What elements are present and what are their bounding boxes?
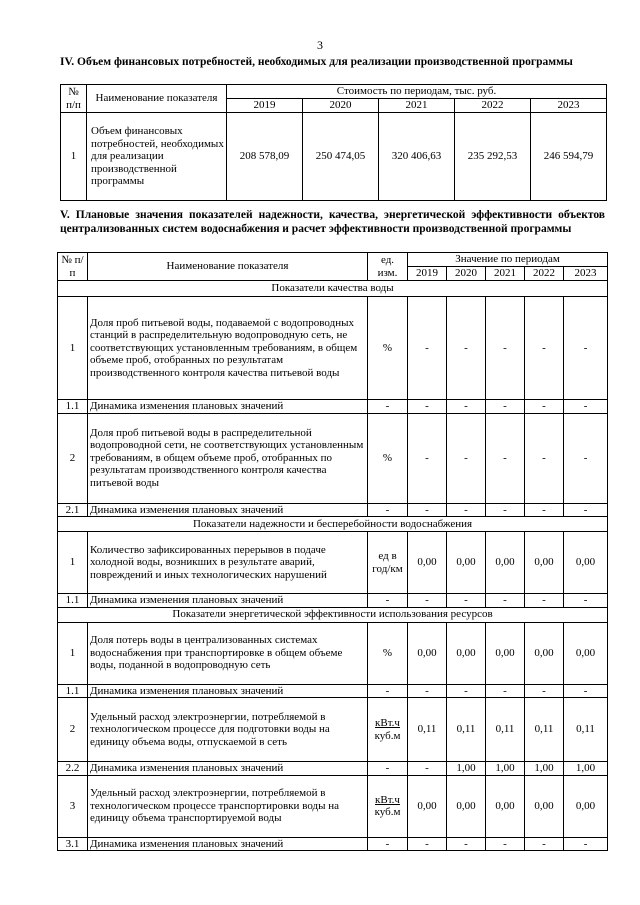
row-value: 0,00 (408, 775, 447, 837)
row-value: 0,11 (447, 698, 486, 762)
table-row (58, 698, 608, 762)
row-value: 1,00 (447, 762, 486, 776)
group-title: Показатели энергетической эффективности использования ресурсов (58, 607, 608, 622)
row-value: 0,00 (525, 775, 564, 837)
unit-denominator: куб.м (374, 729, 401, 742)
row-value: 0,00 (486, 775, 525, 837)
unit-numerator: кВт.ч (375, 717, 400, 729)
row-num: 3.1 (58, 837, 88, 851)
row-value: - (525, 503, 564, 517)
row-value: - (564, 503, 608, 517)
row-value: - (525, 684, 564, 698)
row-value: - (564, 837, 608, 851)
row-value: - (525, 297, 564, 400)
group-title: Показатели надежности и бесперебойности водоснабжения (58, 517, 608, 532)
row-value: 1,00 (564, 762, 608, 776)
row-value: - (564, 684, 608, 698)
row-value: 0,00 (486, 622, 525, 684)
row-num: 1.1 (58, 400, 88, 414)
table-row (58, 400, 608, 414)
header-year: 2022 (525, 267, 564, 281)
row-unit: % (368, 297, 408, 400)
row-value: 0,11 (525, 698, 564, 762)
table-row (58, 594, 608, 608)
row-value: 0,00 (525, 532, 564, 594)
row-value: - (447, 297, 486, 400)
row-unit: - (368, 503, 408, 517)
section-5-title: V. Плановые значения показателей надежности, качества, энергетической эффективности объектов централизованных систем водоснабжения и расчет эффективности производственной программы (60, 209, 605, 235)
row-value: - (525, 837, 564, 851)
row-value: - (408, 837, 447, 851)
row-name: Удельный расход электроэнергии, потребляемой в технологическом процессе для подготовки воды на единицу объема воды, отпускаемой в сеть (88, 698, 368, 762)
row-value: - (486, 837, 525, 851)
row-unit: ед в год/км (368, 532, 408, 594)
row-name: Динамика изменения плановых значений (88, 594, 368, 608)
row-value: - (447, 594, 486, 608)
financial-needs-table (60, 84, 607, 201)
row-unit: - (368, 762, 408, 776)
header-num: № п/п (58, 253, 88, 281)
row-value: - (486, 594, 525, 608)
row-value: - (564, 400, 608, 414)
header-year: 2023 (564, 267, 608, 281)
row-value: - (408, 503, 447, 517)
row-value: - (408, 684, 447, 698)
section-4-title: IV. Объем финансовых потребностей, необходимых для реализации производственной программы (60, 56, 573, 68)
table-row (58, 622, 608, 684)
row-num: 1.1 (58, 594, 88, 608)
row-value: - (447, 684, 486, 698)
unit-denominator: куб.м (374, 806, 401, 818)
header-cost: Стоимость по периодам, тыс. руб. (227, 85, 607, 99)
row-name: Динамика изменения плановых значений (88, 684, 368, 698)
table-row (58, 413, 608, 503)
unit-numerator: кВт.ч (375, 793, 400, 806)
header-name: Наименование показателя (87, 85, 227, 113)
header-year: 2022 (455, 99, 531, 113)
row-value: - (525, 413, 564, 503)
row-value: 0,11 (408, 698, 447, 762)
row-value: - (408, 297, 447, 400)
table-row (58, 297, 608, 400)
row-value: - (564, 594, 608, 608)
row-value: 0,00 (564, 532, 608, 594)
row-name: Количество зафиксированных перерывов в подаче холодной воды, возникших в результате аварий, повреждений и иных технологических нарушений (88, 532, 368, 594)
row-unit: % (368, 622, 408, 684)
row-value: 0,00 (564, 622, 608, 684)
row-name: Доля проб питьевой воды, подаваемой с водопроводных станций в распределительную водопроводную сеть, не соответствующих установленным требованиям, в общем объеме проб, отобранных по результатам производственного контроля качества питьевой воды (88, 297, 368, 400)
row-unit: - (368, 684, 408, 698)
page-number: 3 (317, 38, 323, 52)
row-value: 0,00 (408, 532, 447, 594)
cost-value: 320 406,63 (379, 113, 455, 201)
row-value: - (486, 297, 525, 400)
row-value: - (525, 594, 564, 608)
row-num: 1.1 (58, 684, 88, 698)
row-value: - (408, 762, 447, 776)
table-row (58, 532, 608, 594)
header-year: 2023 (531, 99, 607, 113)
row-name: Динамика изменения плановых значений (88, 400, 368, 414)
row-value: - (525, 400, 564, 414)
header-year: 2021 (486, 267, 525, 281)
row-unit: - (368, 594, 408, 608)
row-unit (368, 775, 408, 837)
row-unit: % (368, 413, 408, 503)
table-row (58, 503, 608, 517)
header-num: № п/п (61, 85, 87, 113)
row-name: Динамика изменения плановых значений (88, 837, 368, 851)
row-value: 0,00 (447, 532, 486, 594)
row-num: 1 (58, 297, 88, 400)
header-name: Наименование показателя (88, 253, 368, 281)
row-value: 0,11 (564, 698, 608, 762)
header-year: 2020 (303, 99, 379, 113)
row-value: - (408, 413, 447, 503)
table-row (61, 113, 607, 201)
table-row (58, 762, 608, 776)
header-year: 2019 (227, 99, 303, 113)
row-name: Объем финансовых потребностей, необходимых для реализации производственной программы (87, 113, 227, 201)
row-num: 1 (61, 113, 87, 201)
row-name: Доля потерь воды в централизованных системах водоснабжения при транспортировке в общем объеме воды, поданной в водопроводную сеть (88, 622, 368, 684)
row-value: 0,00 (564, 775, 608, 837)
row-value: - (447, 400, 486, 414)
row-value: 0,00 (447, 775, 486, 837)
row-value: 0,00 (447, 622, 486, 684)
row-num: 2.1 (58, 503, 88, 517)
group-title: Показатели качества воды (58, 281, 608, 297)
row-value: - (447, 413, 486, 503)
row-value: - (486, 400, 525, 414)
row-num: 2 (58, 413, 88, 503)
header-unit: ед. изм. (368, 253, 408, 281)
row-value: 1,00 (486, 762, 525, 776)
row-value: - (564, 413, 608, 503)
row-unit: - (368, 400, 408, 414)
row-num: 2.2 (58, 762, 88, 776)
table-row (58, 775, 608, 837)
row-value: - (408, 400, 447, 414)
row-name: Удельный расход электроэнергии, потребляемой в технологическом процессе транспортировки воды на единицу объема транспортируемой воды (88, 775, 368, 837)
row-num: 3 (58, 775, 88, 837)
indicators-table (57, 252, 608, 851)
row-value: - (486, 684, 525, 698)
row-num: 1 (58, 532, 88, 594)
row-num: 2 (58, 698, 88, 762)
row-value: - (564, 297, 608, 400)
row-value: 0,11 (486, 698, 525, 762)
header-values: Значение по периодам (408, 253, 608, 267)
cost-value: 246 594,79 (531, 113, 607, 201)
row-num: 1 (58, 622, 88, 684)
row-value: 0,00 (408, 622, 447, 684)
header-year: 2019 (408, 267, 447, 281)
header-year: 2021 (379, 99, 455, 113)
cost-value: 250 474,05 (303, 113, 379, 201)
row-value: - (447, 837, 486, 851)
table-row (58, 837, 608, 851)
header-year: 2020 (447, 267, 486, 281)
cost-value: 208 578,09 (227, 113, 303, 201)
row-value: - (486, 413, 525, 503)
row-name: Динамика изменения плановых значений (88, 762, 368, 776)
row-value: 1,00 (525, 762, 564, 776)
row-unit (368, 698, 408, 762)
row-value: - (408, 594, 447, 608)
row-value: - (486, 503, 525, 517)
row-value: 0,00 (486, 532, 525, 594)
row-value: 0,00 (525, 622, 564, 684)
row-name: Динамика изменения плановых значений (88, 503, 368, 517)
row-name: Доля проб питьевой воды в распределительной водопроводной сети, не соответствующих установленным требованиям, в общем объеме проб, отобранных по результатам производственного контроля качества питьевой воды (88, 413, 368, 503)
cost-value: 235 292,53 (455, 113, 531, 201)
table-row (58, 684, 608, 698)
row-unit: - (368, 837, 408, 851)
row-value: - (447, 503, 486, 517)
